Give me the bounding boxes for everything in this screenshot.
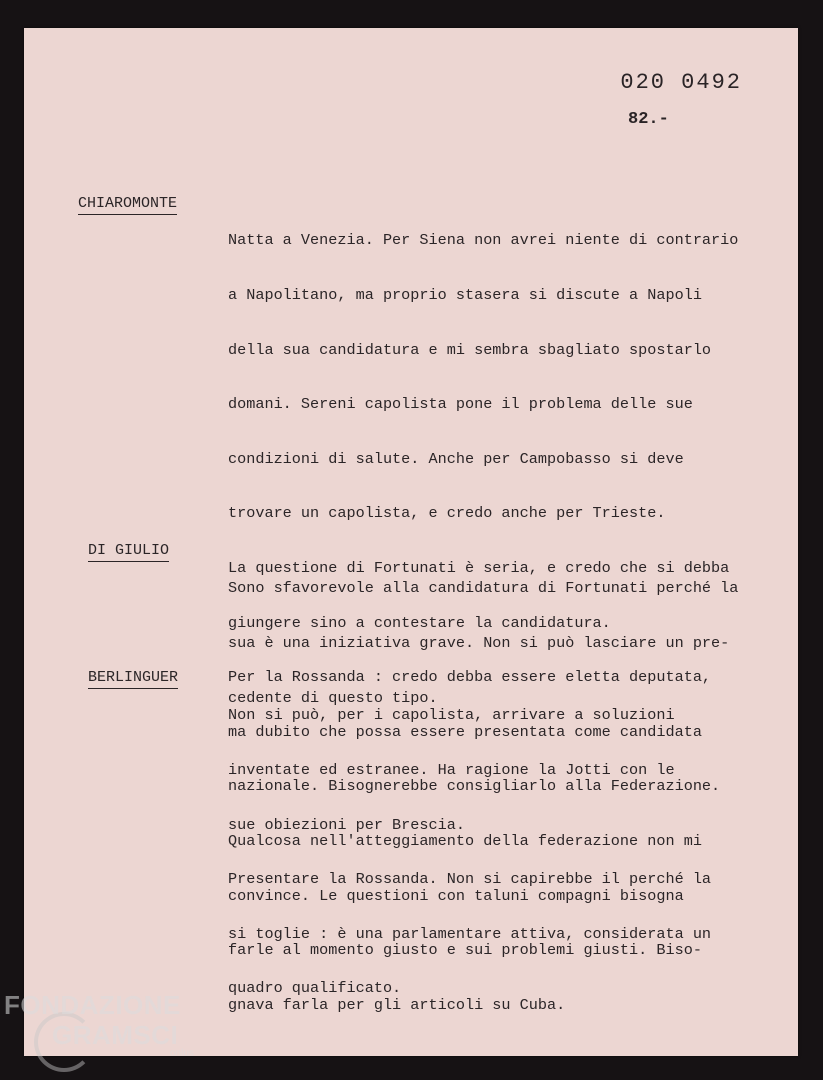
text-line: si toglie : è una parlamentare attiva, considerata un <box>228 924 712 943</box>
text-line: sua è una iniziativa grave. Non si può lasciare un pre- <box>228 634 730 652</box>
text-line: cedente di questo tipo. <box>228 688 438 707</box>
text-line: trovare un capolista, e credo anche per Trieste. <box>228 504 666 523</box>
text-line: sue obiezioni per Brescia. <box>228 815 465 834</box>
text-line: Presentare la Rossanda. Non si capirebbe il perché la <box>228 870 712 889</box>
speaker-name: CHIAROMONTE <box>78 195 177 215</box>
watermark-line1: FONDAZIONE <box>4 990 181 1020</box>
text-line: nazionale. Bisognerebbe consigliarlo alla Federazione. <box>228 777 721 796</box>
text-line: Sono sfavorevole alla candidatura di Fortunati perché la <box>228 579 739 598</box>
speech-text <box>228 670 783 1034</box>
watermark-suffix: onlus <box>170 1048 194 1059</box>
speaker-name: DI GIULIO <box>88 542 169 562</box>
text-line: condizioni di salute. Anche per Campobasso si deve <box>228 449 684 468</box>
text-line: Non si può, per i capolista, arrivare a soluzioni <box>228 706 675 725</box>
text-line: inventate ed estranee. Ha ragione la Jotti con le <box>228 761 675 779</box>
document-page <box>24 28 798 1056</box>
text-line: Per la Rossanda : credo debba essere eletta deputata, <box>228 668 712 687</box>
fondazione-gramsci-watermark <box>4 990 204 1070</box>
text-line: quadro qualificato. <box>228 979 402 998</box>
text-line: Natta a Venezia. Per Siena non avrei niente di contrario <box>228 231 739 250</box>
text-line: giungere sino a contestare la candidatura. <box>228 613 611 632</box>
text-line: gnava farla per gli articoli su Cuba. <box>228 995 566 1014</box>
watermark-line2: GRAMSCI <box>52 1020 179 1050</box>
text-line: della sua candidatura e mi sembra sbagliato spostarlo <box>228 340 712 359</box>
speaker-name: BERLINGUER <box>88 669 178 689</box>
text-line: domani. Sereni capolista pone il problema delle sue <box>228 395 693 414</box>
text-line: ma dubito che possa essere presentata come candidata <box>228 722 702 741</box>
page-number: 82.- <box>628 110 669 129</box>
archive-number: 020 0492 <box>620 70 742 95</box>
text-line: Qualcosa nell'atteggiamento della federazione non mi <box>228 831 702 850</box>
text-line: La questione di Fortunati è seria, e credo che si debba <box>228 558 730 577</box>
text-line: farle al momento giusto e sui problemi giusti. Biso- <box>228 941 702 960</box>
text-line: a Napolitano, ma proprio stasera si discute a Napoli <box>228 286 702 304</box>
text-line: convince. Le questioni con taluni compagni bisogna <box>228 886 684 905</box>
